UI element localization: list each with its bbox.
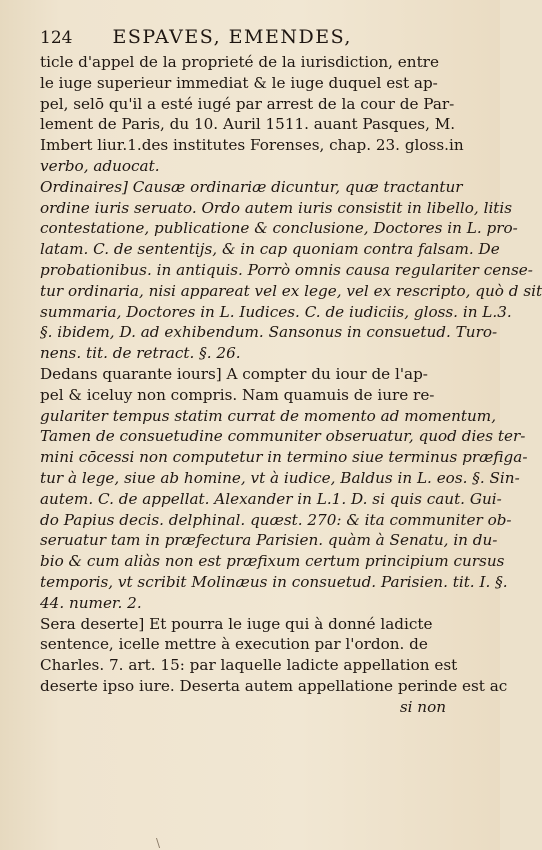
text-line: Imbert liur.1.des institutes Forenses, chap. 23. gloss.in <box>40 136 464 155</box>
text-line: summaria, Doctores in L. Iudices. C. de iudiciis, gloss. in L.3. <box>40 302 512 321</box>
text-line: pel, selō qu'il a esté iugé par arrest de la cour de Par- <box>40 94 455 113</box>
text-line: tur ordinaria, nisi appareat vel ex lege, vel ex rescripto, quò d sit <box>40 281 542 300</box>
text-line: latam. C. de sententijs, & in cap quoniam contra falsam. De <box>40 240 500 259</box>
text-line: nens. tit. de retract. §. 26. <box>40 344 241 363</box>
running-title: ESPAVES, EMENDES, <box>112 26 352 48</box>
text-line: contestatione, publicatione & conclusione, Doctores in L. pro- <box>40 219 518 238</box>
text-line: temporis, vt scribit Molinæus in consuetud. Parisien. tit. I. §. <box>40 572 508 591</box>
text-line: Dedans quarante iours] A compter du iour de l'ap- <box>40 364 428 383</box>
text-line: 44. numer. 2. <box>40 593 142 612</box>
text-line: seruatur tam in præfectura Parisien. quàm à Senatu, in du- <box>40 531 498 550</box>
text-line: probationibus. in antiquis. Porrò omnis causa regulariter cense- <box>40 260 533 279</box>
text-line: mini cōcessi non computetur in termino siue terminus præfiga- <box>40 448 528 467</box>
ink-mark: \ <box>156 836 161 850</box>
text-line: ordine iuris seruato. Ordo autem iuris consistit in libello, litis <box>40 198 513 217</box>
text-line: gulariter tempus statim currat de momento ad momentum, <box>40 406 497 425</box>
text-line: verbo, aduocat. <box>40 156 160 175</box>
text-line: lement de Paris, du 10. Auril 1511. auant Pasques, M. <box>40 115 456 134</box>
text-line: pel & iceluy non compris. Nam quamuis de iure re- <box>40 385 435 404</box>
text-line: si non <box>399 697 446 716</box>
text-line: do Papius decis. delphinal. quæst. 270: & ita communiter ob- <box>40 510 512 529</box>
text-line: sentence, icelle mettre à execution par l'ordon. de <box>40 635 428 654</box>
text-line: le iuge superieur immediat & le iuge duquel est ap- <box>40 73 438 92</box>
text-line: bio & cum aliàs non est præfixum certum principium cursus <box>40 552 505 571</box>
page-number: 124 <box>40 28 73 48</box>
text-line: Tamen de consuetudine communiter obseruatur, quod dies ter- <box>40 427 526 446</box>
text-line: Charles. 7. art. 15: par laquelle ladicte appellation est <box>40 656 458 675</box>
text-line: autem. C. de appellat. Alexander in L.1. D. si quis caut. Gui- <box>40 489 502 508</box>
text-line: ticle d'appel de la proprieté de la iurisdiction, entre <box>40 53 439 71</box>
text-line: deserte ipso iure. Deserta autem appellatione perinde est ac <box>40 676 508 695</box>
text-line: Sera deserte] Et pourra le iuge qui à donné ladicte <box>40 614 433 633</box>
body-text <box>40 52 542 718</box>
page-header <box>40 26 474 48</box>
text-line: tur à lege, siue ab homine, vt à iudice, Baldus in L. eos. §. Sin- <box>40 468 520 487</box>
text-line: Ordinaires] Causæ ordinariæ dicuntur, quæ tractantur <box>40 177 463 196</box>
text-line: §. ibidem, D. ad exhibendum. Sansonus in consuetud. Turo- <box>40 323 498 342</box>
